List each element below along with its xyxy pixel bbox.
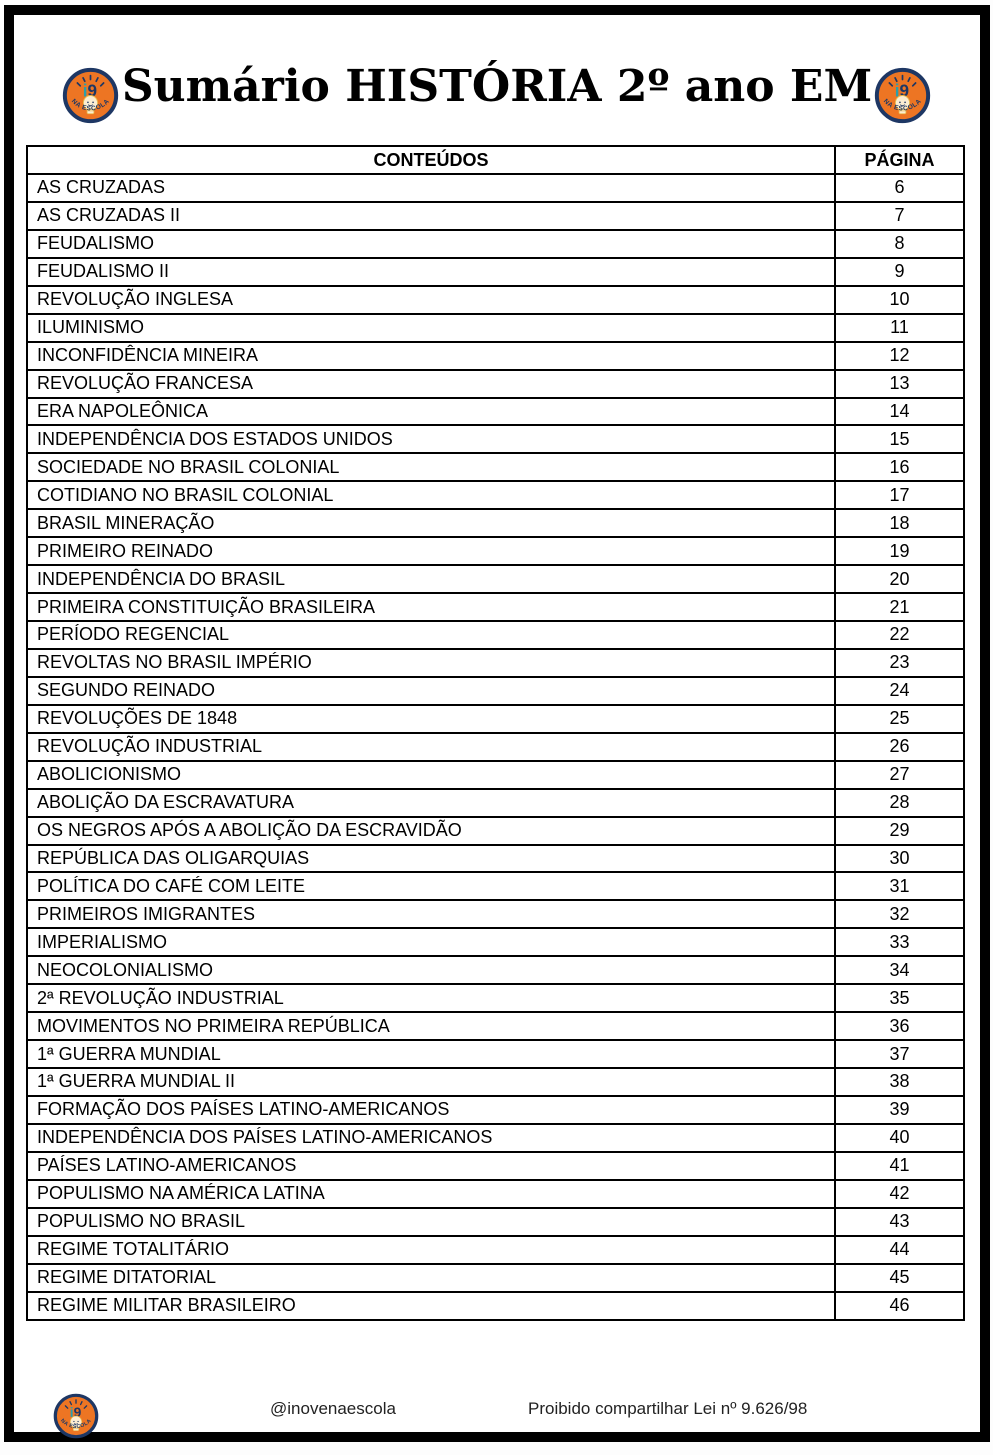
toc-row [27,398,964,426]
page-cell: 25 [835,705,964,733]
toc-row [27,1264,964,1292]
content-cell: POLÍTICA DO CAFÉ COM LEITE [27,872,835,900]
toc-row [27,1236,964,1264]
content-cell: AS CRUZADAS II [27,202,835,230]
footer-handle: @inovenaescola [270,1399,396,1418]
content-cell: FEUDALISMO [27,230,835,258]
toc-row [27,453,964,481]
toc-row [27,174,964,202]
toc-row [27,1012,964,1040]
page-cell: 26 [835,733,964,761]
column-header-conteudos: CONTEÚDOS [27,146,835,174]
page-cell: 17 [835,481,964,509]
content-cell: REPÚBLICA DAS OLIGARQUIAS [27,845,835,873]
page-cell: 46 [835,1292,964,1321]
footer-copyright-notice: Proibido compartilhar Lei nº 9.626/98 [528,1399,808,1418]
page-cell: 33 [835,928,964,956]
toc-row [27,928,964,956]
page-cell: 31 [835,872,964,900]
page-cell: 37 [835,1040,964,1068]
content-cell: REVOLUÇÃO INDUSTRIAL [27,733,835,761]
page-cell: 19 [835,537,964,565]
toc-row [27,733,964,761]
page-cell: 40 [835,1124,964,1152]
content-cell: INDEPENDÊNCIA DO BRASIL [27,565,835,593]
content-cell: COTIDIANO NO BRASIL COLONIAL [27,481,835,509]
page-cell: 20 [835,565,964,593]
content-cell: 2ª REVOLUÇÃO INDUSTRIAL [27,984,835,1012]
i9-escola-logo [874,67,931,124]
page-cell: 7 [835,202,964,230]
toc-row [27,1208,964,1236]
page-cell: 16 [835,453,964,481]
toc-row [27,202,964,230]
page-cell: 13 [835,370,964,398]
page-cell: 30 [835,845,964,873]
page-cell: 35 [835,984,964,1012]
content-cell: PRIMEIRA CONSTITUIÇÃO BRASILEIRA [27,593,835,621]
content-cell: REGIME DITATORIAL [27,1264,835,1292]
content-cell: MOVIMENTOS NO PRIMEIRA REPÚBLICA [27,1012,835,1040]
toc-header-row [27,146,964,174]
toc-row [27,565,964,593]
content-cell: OS NEGROS APÓS A ABOLIÇÃO DA ESCRAVIDÃO [27,817,835,845]
page-cell: 6 [835,174,964,202]
content-cell: ERA NAPOLEÔNICA [27,398,835,426]
toc-table-body [27,174,964,1320]
content-cell: PRIMEIROS IMIGRANTES [27,900,835,928]
content-cell: ABOLICIONISMO [27,761,835,789]
toc-row [27,1068,964,1096]
content-cell: REGIME TOTALITÁRIO [27,1236,835,1264]
page-cell: 23 [835,649,964,677]
content-cell: FORMAÇÃO DOS PAÍSES LATINO-AMERICANOS [27,1096,835,1124]
toc-row [27,984,964,1012]
page-cell: 45 [835,1264,964,1292]
page-cell: 43 [835,1208,964,1236]
toc-row [27,593,964,621]
content-cell: PAÍSES LATINO-AMERICANOS [27,1152,835,1180]
content-cell: SOCIEDADE NO BRASIL COLONIAL [27,453,835,481]
content-cell: SEGUNDO REINADO [27,677,835,705]
page-cell: 38 [835,1068,964,1096]
content-cell: INDEPENDÊNCIA DOS PAÍSES LATINO-AMERICANOS [27,1124,835,1152]
content-cell: PERÍODO REGENCIAL [27,621,835,649]
content-cell: POPULISMO NO BRASIL [27,1208,835,1236]
toc-row [27,1292,964,1321]
content-cell: INCONFIDÊNCIA MINEIRA [27,342,835,370]
content-cell: REVOLTAS NO BRASIL IMPÉRIO [27,649,835,677]
page-cell: 34 [835,956,964,984]
content-cell: REGIME MILITAR BRASILEIRO [27,1292,835,1321]
page-cell: 21 [835,593,964,621]
page-cell: 15 [835,425,964,453]
page-cell: 39 [835,1096,964,1124]
toc-row [27,258,964,286]
toc-row [27,1152,964,1180]
page-title: Sumário HISTÓRIA 2º ano EM [121,61,873,112]
content-cell: IMPERIALISMO [27,928,835,956]
content-cell: NEOCOLONIALISMO [27,956,835,984]
toc-row [27,314,964,342]
content-cell: REVOLUÇÕES DE 1848 [27,705,835,733]
content-cell: BRASIL MINERAÇÃO [27,509,835,537]
toc-row [27,509,964,537]
page-cell: 9 [835,258,964,286]
content-cell: ABOLIÇÃO DA ESCRAVATURA [27,789,835,817]
toc-row [27,817,964,845]
toc-row [27,230,964,258]
toc-row [27,481,964,509]
toc-row [27,956,964,984]
toc-row [27,1124,964,1152]
page-cell: 24 [835,677,964,705]
toc-row [27,872,964,900]
toc-row [27,900,964,928]
content-cell: PRIMEIRO REINADO [27,537,835,565]
content-cell: FEUDALISMO II [27,258,835,286]
content-cell: 1ª GUERRA MUNDIAL II [27,1068,835,1096]
toc-row [27,677,964,705]
page-cell: 18 [835,509,964,537]
toc-row [27,761,964,789]
toc-row [27,1040,964,1068]
toc-row [27,537,964,565]
toc-row [27,789,964,817]
page-cell: 27 [835,761,964,789]
toc-row [27,621,964,649]
page-cell: 14 [835,398,964,426]
page-cell: 41 [835,1152,964,1180]
page-cell: 36 [835,1012,964,1040]
toc-row [27,1180,964,1208]
content-cell: REVOLUÇÃO INGLESA [27,286,835,314]
page-cell: 44 [835,1236,964,1264]
i9-escola-logo [53,1393,99,1439]
page-cell: 22 [835,621,964,649]
page-cell: 29 [835,817,964,845]
page-cell: 32 [835,900,964,928]
page-cell: 11 [835,314,964,342]
page-cell: 42 [835,1180,964,1208]
column-header-pagina: PÁGINA [835,146,964,174]
toc-row [27,1096,964,1124]
content-cell: ILUMINISMO [27,314,835,342]
content-cell: POPULISMO NA AMÉRICA LATINA [27,1180,835,1208]
toc-row [27,845,964,873]
page-cell: 28 [835,789,964,817]
toc-row [27,342,964,370]
toc-row [27,705,964,733]
toc-table [26,145,965,1321]
toc-row [27,286,964,314]
page-cell: 10 [835,286,964,314]
content-cell: INDEPENDÊNCIA DOS ESTADOS UNIDOS [27,425,835,453]
page-cell: 8 [835,230,964,258]
page-cell: 12 [835,342,964,370]
page-frame [4,5,990,1442]
content-cell: 1ª GUERRA MUNDIAL [27,1040,835,1068]
content-cell: AS CRUZADAS [27,174,835,202]
toc-row [27,370,964,398]
content-cell: REVOLUÇÃO FRANCESA [27,370,835,398]
toc-row [27,425,964,453]
toc-row [27,649,964,677]
